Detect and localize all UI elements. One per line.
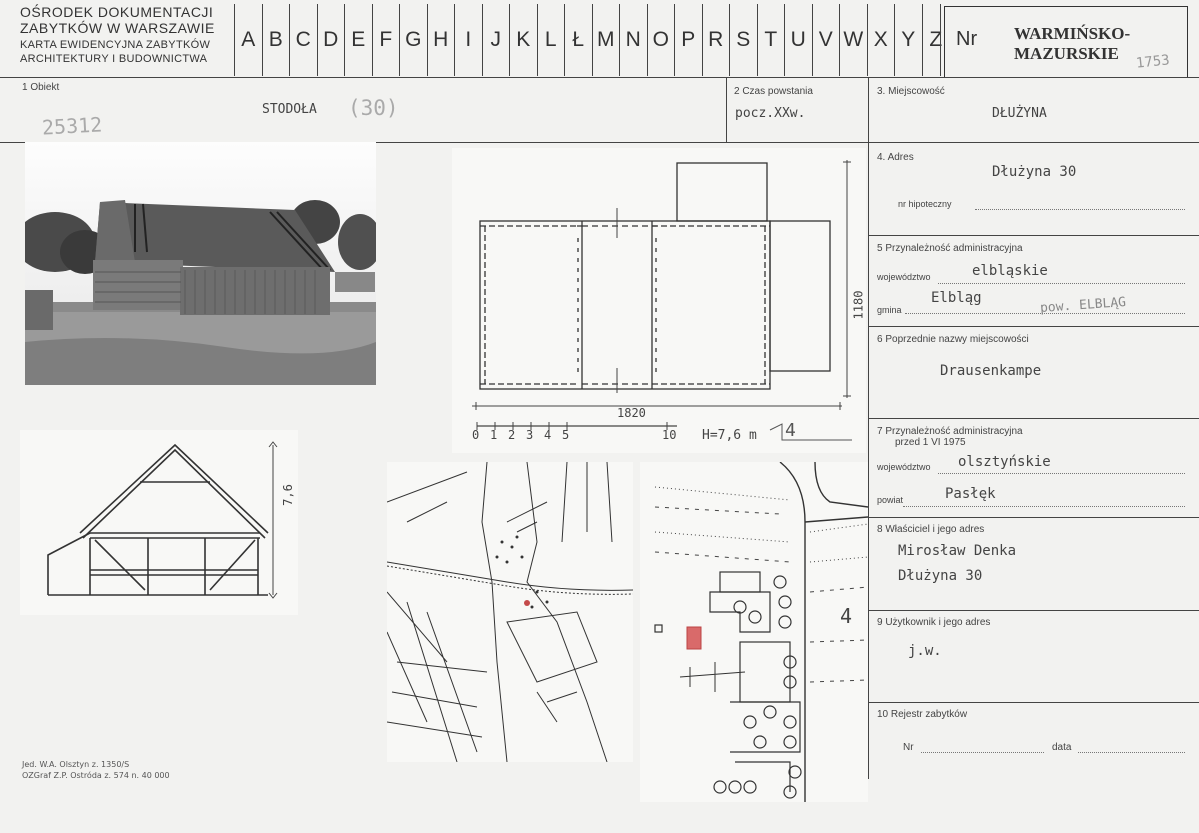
section-drawing: [20, 430, 298, 615]
index-letter-20: U: [784, 4, 812, 76]
commune-note: pow. ELBLĄG: [1039, 295, 1127, 316]
index-letter-17: R: [702, 4, 730, 76]
scale-tick-5: 5: [562, 428, 570, 442]
index-letter-1: B: [262, 4, 290, 76]
index-letter-0: A: [234, 4, 262, 76]
scale-tick-2: 2: [508, 428, 516, 442]
index-letter-9: J: [482, 4, 510, 76]
scale-tick-0: 0: [472, 428, 480, 442]
voivodeship-line: [938, 283, 1185, 284]
index-letter-23: X: [867, 4, 895, 76]
index-letter-8: I: [454, 4, 482, 76]
footer-line2: OZGraf Z.P. Ostróda z. 574 n. 40 000: [22, 771, 170, 780]
region-line2: MAZURSKIE: [1014, 44, 1119, 63]
divider-1-2: [726, 77, 727, 142]
row8-divider: [868, 610, 1199, 611]
region-line1: WARMIŃSKO-: [1014, 24, 1131, 43]
voivodeship1975-value: olsztyńskie: [958, 454, 1051, 470]
user-value: j.w.: [908, 643, 942, 659]
letters-right-border: [940, 4, 941, 76]
print-footer: [22, 759, 170, 781]
index-letter-13: M: [592, 4, 620, 76]
owner-label: 8 Właściciel i jego adres: [877, 524, 985, 535]
mortgage-label: nr hipoteczny: [898, 199, 952, 209]
commune-line: [905, 313, 1185, 314]
index-letter-11: L: [537, 4, 565, 76]
index-letter-15: O: [647, 4, 675, 76]
user-label: 9 Użytkownik i jego adres: [877, 617, 991, 628]
register-nr-label: Nr: [903, 742, 914, 753]
scale-tick-6: 10: [662, 428, 677, 442]
index-letter-4: E: [344, 4, 372, 76]
former-names-label: 6 Poprzednie nazwy miejscowości: [877, 334, 1029, 345]
index-letter-6: G: [399, 4, 427, 76]
date-value: pocz.XXw.: [735, 106, 806, 121]
register-date-line: [1078, 752, 1185, 753]
region-name: [1014, 24, 1130, 64]
date-label: 2 Czas powstania: [734, 86, 813, 97]
address-label: 4. Adres: [877, 152, 914, 163]
index-letter-10: K: [509, 4, 537, 76]
voivodeship1975-line: [938, 473, 1185, 474]
object-value: STODOŁA: [262, 102, 317, 117]
mortgage-line: [975, 209, 1185, 210]
card-title-line1: KARTA EWIDENCYJNA ZABYTKÓW: [20, 39, 211, 51]
site-object-highlight: [687, 627, 701, 649]
index-letter-19: T: [757, 4, 785, 76]
row7-divider: [868, 517, 1199, 518]
floor-plan: [452, 148, 866, 453]
institution-block: [20, 4, 232, 66]
index-letter-14: N: [619, 4, 647, 76]
object-label: 1 Obiekt: [22, 82, 60, 93]
plan-dim-width: 1820: [617, 406, 646, 420]
owner-address: Dłużyna 30: [898, 568, 983, 584]
index-letter-18: S: [729, 4, 757, 76]
location-map: [387, 462, 633, 762]
register-date-label: data: [1052, 742, 1072, 753]
footer-line1: Jed. W.A. Olsztyn z. 1350/S: [22, 760, 130, 769]
index-letter-7: H: [427, 4, 455, 76]
map-object-marker: [524, 600, 530, 606]
place-value: DŁUŻYNA: [992, 106, 1047, 121]
index-letter-16: P: [674, 4, 702, 76]
scale-tick-3: 3: [526, 428, 534, 442]
voivodeship-label: województwo: [877, 272, 931, 282]
address-value: Dłużyna 30: [992, 164, 1077, 180]
site-plan: [640, 462, 868, 802]
owner-name: Mirosław Denka: [898, 543, 1017, 559]
index-letter-2: C: [289, 4, 317, 76]
plan-height-note: H=7,6 m: [702, 428, 757, 443]
section-height-mark: 7,6: [280, 484, 295, 506]
object-number: 25312: [41, 112, 103, 140]
region-code: 1753: [1135, 52, 1171, 72]
index-letter-5: F: [372, 4, 400, 76]
plan-north-mark: 4: [785, 420, 796, 441]
district-label: powiat: [877, 495, 904, 505]
institution-line2: ZABYTKÓW W WARSZAWIE: [20, 20, 215, 36]
plan-scale: [472, 428, 682, 444]
scale-tick-1: 1: [490, 428, 498, 442]
index-letter-24: Y: [894, 4, 922, 76]
commune-value: Elbląg: [931, 290, 982, 306]
institution-line1: OŚRODEK DOKUMENTACJI: [20, 4, 214, 20]
index-letter-12: Ł: [564, 4, 592, 76]
admin1975-label-line1: 7 Przynależność administracyjna: [877, 426, 1023, 437]
card-title-line2: ARCHITEKTURY I BUDOWNICTWA: [20, 53, 208, 65]
row5-divider: [868, 326, 1199, 327]
commune-label: gmina: [877, 305, 902, 315]
nr-label: Nr: [956, 28, 978, 50]
header-divider: [0, 77, 1199, 78]
row9-divider: [868, 702, 1199, 703]
right-column-divider: [868, 77, 869, 779]
index-letter-21: V: [812, 4, 840, 76]
row6-divider: [868, 418, 1199, 419]
plan-dim-depth: 1180: [851, 290, 866, 320]
voivodeship-value: elbląskie: [972, 263, 1048, 279]
barn-photo: [25, 142, 376, 385]
district-line: [903, 506, 1185, 507]
former-names-value: Drausenkampe: [940, 363, 1042, 379]
voivodeship1975-label: województwo: [877, 462, 931, 472]
row4-divider: [868, 235, 1199, 236]
register-label: 10 Rejestr zabytków: [877, 709, 968, 720]
index-letter-25: Z: [922, 4, 950, 76]
object-note: (30): [348, 96, 399, 120]
register-nr-line: [921, 752, 1044, 753]
admin1975-label-line2: przed 1 VI 1975: [895, 437, 966, 448]
site-north-mark: 4: [840, 604, 853, 628]
index-letter-3: D: [317, 4, 345, 76]
admin1975-label: [877, 426, 1023, 448]
district-value: Pasłęk: [945, 486, 996, 502]
place-label: 3. Miejscowość: [877, 86, 945, 97]
index-letters: [234, 4, 949, 76]
admin-label: 5 Przynależność administracyjna: [877, 243, 1023, 254]
index-letter-22: W: [839, 4, 867, 76]
scale-tick-4: 4: [544, 428, 552, 442]
